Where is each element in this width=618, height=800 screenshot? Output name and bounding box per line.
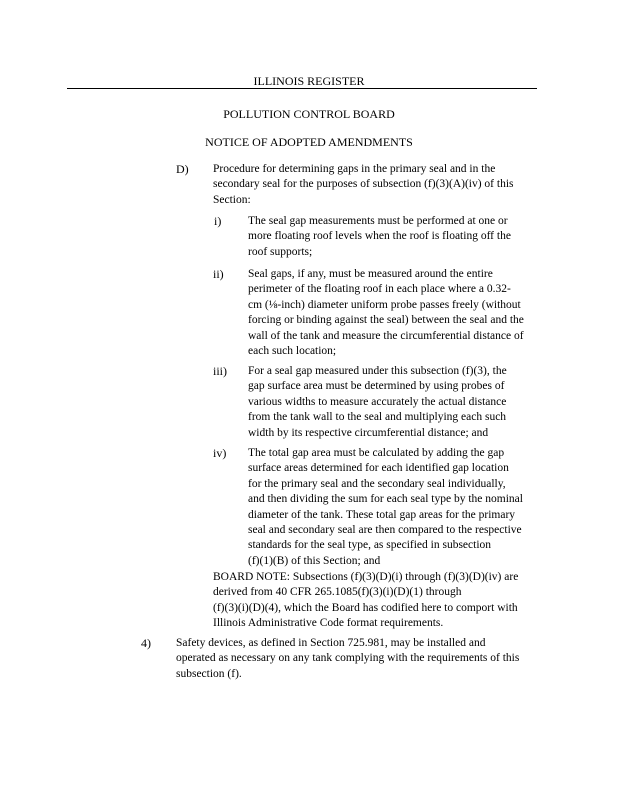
- section-d-text: [213, 162, 514, 208]
- text-line: Safety devices, as defined in Section 725.981, may be installed and: [176, 637, 486, 649]
- text-line: Section:: [213, 193, 251, 206]
- text-line: diameter of the tank. These total gap areas for the primary: [248, 508, 516, 521]
- text-line: and then dividing the sum for each seal type by the nominal: [248, 493, 523, 506]
- text-line: wall of the tank and measure the circumferential distance of: [248, 329, 524, 342]
- text-line: Seal gaps, if any, must be measured around the entire: [248, 268, 493, 280]
- text-line: each such location;: [248, 345, 337, 358]
- item-iv-label: iv): [213, 446, 227, 460]
- item-ii-label: ii): [213, 267, 224, 281]
- register-title: ILLINOIS REGISTER: [253, 74, 365, 88]
- text-line: more floating roof levels when the roof is floating off the: [248, 230, 511, 243]
- item-iv-text: [248, 446, 523, 569]
- section-4-label: 4): [141, 636, 151, 650]
- text-line: seal and secondary seal are then compared to the respective: [248, 524, 522, 537]
- item-i-label: i): [214, 214, 222, 228]
- text-line: for the primary seal and the secondary seal individually,: [248, 477, 506, 490]
- item-ii-text: [248, 267, 524, 359]
- text-line: (f)(3)(i)(D)(4), which the Board has codified here to comport with: [213, 601, 518, 614]
- text-line: subsection (f).: [176, 667, 242, 680]
- header-rule: [67, 88, 537, 89]
- board-note: [213, 570, 518, 632]
- text-line: gap surface area must be determined by using probes of: [248, 380, 505, 393]
- text-line: secondary seal for the purposes of subsection (f)(3)(A)(iv) of this: [213, 178, 514, 191]
- item-iii-label: iii): [213, 364, 227, 378]
- text-line: width by its respective circumferential distance; and: [248, 426, 489, 439]
- text-line: The total gap area must be calculated by adding the gap: [248, 447, 505, 459]
- text-line: forcing or binding against the seal) between the seal and the: [248, 314, 524, 327]
- text-line: (f)(1)(B) of this Section; and: [248, 554, 381, 567]
- text-line: perimeter of the floating roof in each place where a 0.32-: [248, 283, 511, 296]
- text-line: Procedure for determining gaps in the primary seal and in the: [213, 163, 496, 175]
- board-title: POLLUTION CONTROL BOARD: [223, 107, 395, 121]
- text-line: The seal gap measurements must be performed at one or: [248, 215, 508, 227]
- section-d-label: D): [176, 162, 189, 176]
- text-line: various widths to measure accurately the actual distance: [248, 395, 507, 408]
- text-line: derived from 40 CFR 265.1085(f)(3)(i)(D)(1) through: [213, 586, 462, 599]
- text-line: from the tank wall to the seal and multiplying each such: [248, 411, 507, 424]
- notice-title: NOTICE OF ADOPTED AMENDMENTS: [205, 135, 413, 149]
- item-i-text: [248, 214, 511, 260]
- text-line: For a seal gap measured under this subsection (f)(3), the: [248, 365, 507, 377]
- text-line: operated as necessary on any tank complying with the requirements of this: [176, 652, 520, 665]
- text-line: BOARD NOTE: Subsections (f)(3)(D)(i) through (f)(3)(D)(iv) are: [213, 571, 519, 583]
- text-line: Illinois Administrative Code format requirements.: [213, 617, 444, 630]
- text-line: cm (⅛-inch) diameter uniform probe passes freely (without: [248, 298, 521, 311]
- text-line: standards for the seal type, as specified in subsection: [248, 539, 492, 552]
- section-4-text: [176, 636, 519, 682]
- text-line: surface areas determined for each identified gap location: [248, 462, 509, 475]
- text-line: roof supports;: [248, 245, 313, 258]
- item-iii-text: [248, 364, 507, 441]
